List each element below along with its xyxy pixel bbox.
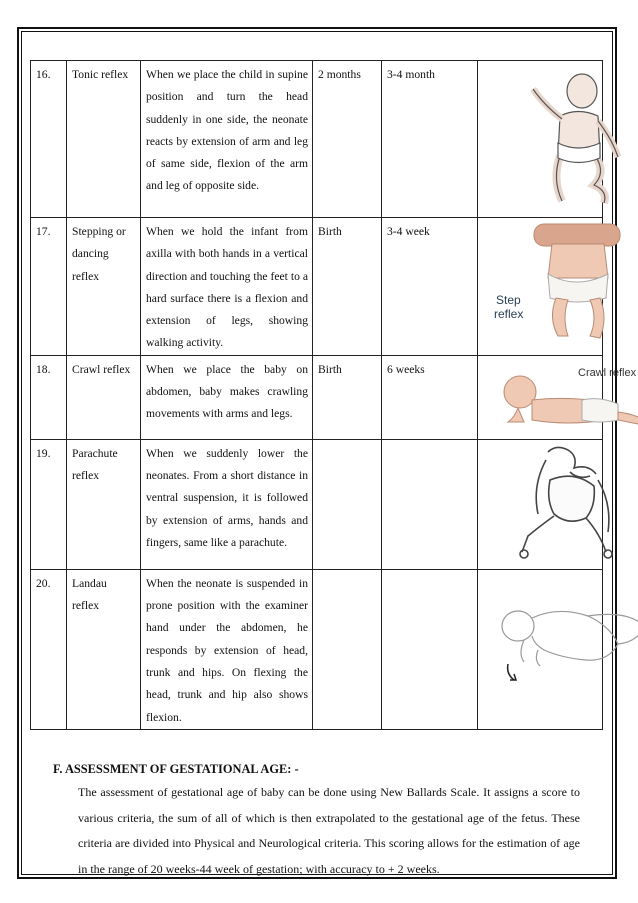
reflex-name: Parachute reflex [67, 439, 141, 569]
reflex-description: When we place the child in supine position and turn the head suddenly in one side, the neonate reacts by extension of arm and leg of same side, flexion of the arm and leg of opposite side. [141, 61, 313, 218]
image-caption: Crawl reflex [578, 366, 637, 379]
svg-text:reflex: reflex [494, 307, 524, 321]
reflex-description: When we hold the infant from axilla with both hands in a vertical direction and touching the feet to a hard surface there is a flexion and extension of legs, showing walking activity. [141, 218, 313, 356]
reflex-illustration [478, 61, 603, 218]
reflex-description: When the neonate is suspended in prone position with the examiner hand under the abdomen, he responds by extension of head, trunk and hips. On flexing the head, trunk and hip also shows flexion. [141, 569, 313, 729]
reflex-illustration [478, 439, 603, 569]
disappearance-age: 3-4 week [382, 218, 478, 356]
reflex-name: Stepping or dancing reflex [67, 218, 141, 356]
section-heading: F. ASSESSMENT OF GESTATIONAL AGE: - [53, 762, 299, 776]
baby-crawl-icon [478, 356, 638, 436]
appearance-age: 2 months [313, 61, 382, 218]
reflex-illustration [478, 218, 603, 356]
reflex-name: Landau reflex [67, 569, 141, 729]
disappearance-age: 6 weeks [382, 355, 478, 439]
reflex-description: When we suddenly lower the neonates. From a short distance in ventral suspension, it is followed by extension of arms, hands and fingers, same like a parachute. [141, 439, 313, 569]
table-row [31, 355, 603, 439]
baby-tonic-neck-icon [478, 61, 638, 211]
table-row [31, 569, 603, 729]
baby-parachute-icon [478, 440, 638, 566]
appearance-age: Birth [313, 355, 382, 439]
row-number: 16. [31, 61, 67, 218]
reflex-illustration [478, 569, 603, 729]
reflex-table [30, 60, 637, 730]
reflex-description: When we place the baby on abdomen, baby makes crawling movements with arms and legs. [141, 355, 313, 439]
row-number: 19. [31, 439, 67, 569]
section-paragraph: The assessment of gestational age of baby can be done using New Ballards Scale. It assigns a score to various criteria, the sum of all of which is then extrapolated to the gestational age of the fetus. These criteria are divided into Physical and Neurological criteria. This scoring allows for the estimation of age in the range of 20 weeks-44 week of gestation; with accuracy to + 2 weeks. [78, 785, 580, 876]
row-number: 17. [31, 218, 67, 356]
disappearance-age [382, 569, 478, 729]
disappearance-age [382, 439, 478, 569]
table-row [31, 218, 603, 356]
table-row [31, 439, 603, 569]
baby-stepping-icon [478, 218, 638, 344]
row-number: 20. [31, 569, 67, 729]
disappearance-age: 3-4 month [382, 61, 478, 218]
baby-landau-icon [478, 570, 638, 718]
appearance-age [313, 439, 382, 569]
reflex-name: Tonic reflex [67, 61, 141, 218]
appearance-age [313, 569, 382, 729]
reflex-name: Crawl reflex [67, 355, 141, 439]
appearance-age: Birth [313, 218, 382, 356]
image-caption: Step [496, 293, 521, 307]
row-number: 18. [31, 355, 67, 439]
reflex-illustration [478, 355, 637, 439]
table-row [31, 61, 603, 218]
